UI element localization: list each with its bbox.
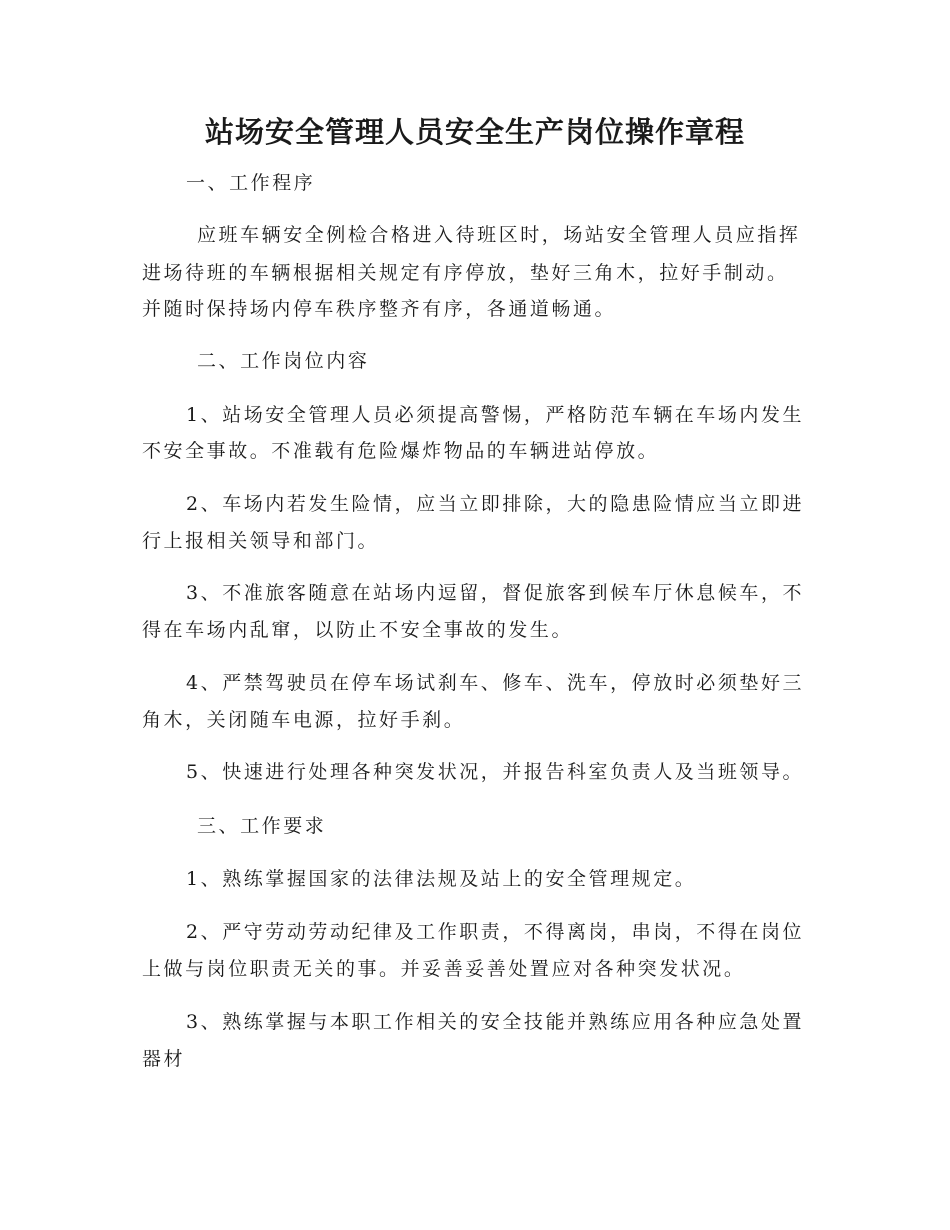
list-item-line: 行上报相关领导和部门。 [142, 530, 380, 552]
paragraph-line: 应班车辆安全例检合格进入待班区时，场站安全管理人员应指挥 [197, 224, 801, 246]
section-heading-job-content: 二、工作岗位内容 [197, 350, 370, 372]
list-item-line: 5、快速进行处理各种突发状况，并报告科室负责人及当班领导。 [186, 761, 805, 783]
section-heading-work-requirements: 三、工作要求 [197, 815, 327, 837]
list-item-line: 不安全事故。不准载有危险爆炸物品的车辆进站停放。 [142, 440, 660, 462]
list-item-line: 2、车场内若发生险情，应当立即排除，大的隐患险情应当立即进 [186, 493, 805, 515]
list-item-line: 3、熟练掌握与本职工作相关的安全技能并熟练应用各种应急处置 [186, 1011, 805, 1033]
section-heading-work-procedure: 一、工作程序 [186, 172, 316, 194]
list-item-line: 角木，关闭随车电源，拉好手刹。 [142, 709, 466, 731]
document-title: 站场安全管理人员安全生产岗位操作章程 [204, 115, 745, 149]
list-item-line: 上做与岗位职责无关的事。并妥善妥善处置应对各种突发状况。 [142, 958, 746, 980]
list-item-line: 3、不准旅客随意在站场内逗留，督促旅客到候车厅休息候车，不 [186, 582, 805, 604]
list-item-line: 得在车场内乱窜，以防止不安全事故的发生。 [142, 619, 574, 641]
paragraph-line: 并随时保持场内停车秩序整齐有序，各通道畅通。 [142, 298, 617, 320]
paragraph-line: 进场待班的车辆根据相关规定有序停放，垫好三角木，拉好手制动。 [142, 262, 789, 284]
list-item-line: 2、严守劳动劳动纪律及工作职责，不得离岗，串岗，不得在岗位 [186, 921, 805, 943]
list-item-line: 器材 [142, 1048, 186, 1070]
list-item-line: 1、熟练掌握国家的法律法规及站上的安全管理规定。 [186, 868, 697, 890]
list-item-line: 4、严禁驾驶员在停车场试刹车、修车、洗车，停放时必须垫好三 [186, 672, 805, 694]
list-item-line: 1、站场安全管理人员必须提高警惕，严格防范车辆在车场内发生 [186, 404, 805, 426]
